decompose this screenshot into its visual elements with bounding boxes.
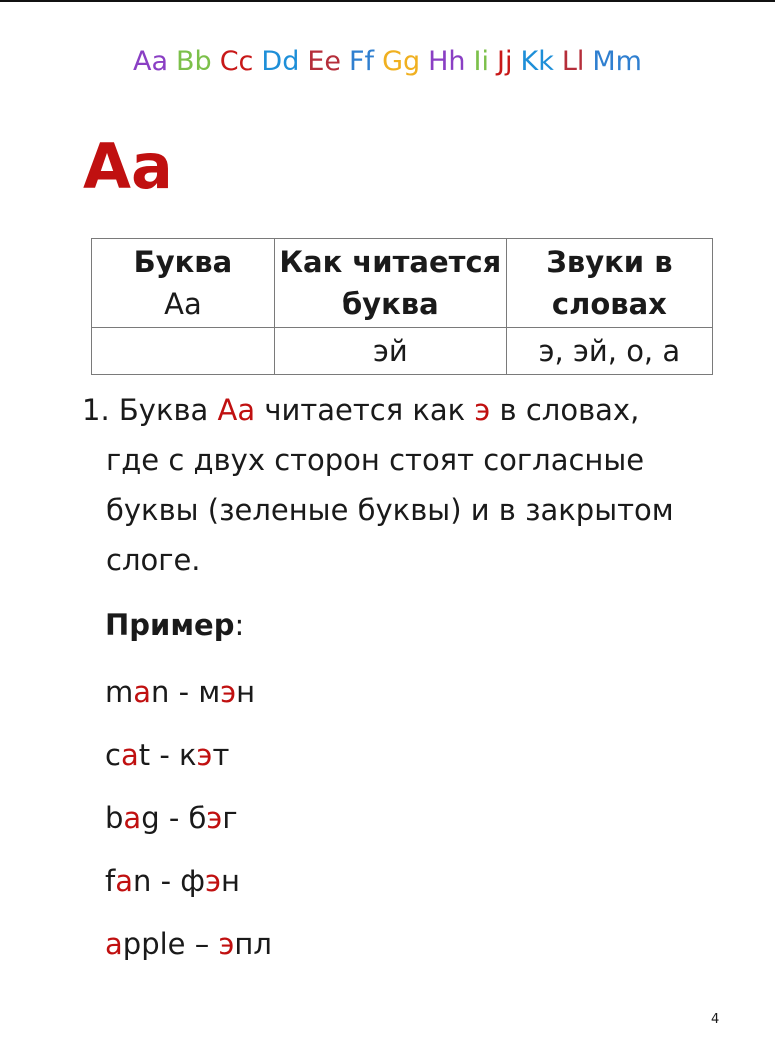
alphabet-letter: Jj [497, 46, 513, 77]
rule-paragraph [82, 385, 702, 585]
alphabet-letter: Aa [133, 46, 169, 77]
example-item: apple – эпл [105, 927, 272, 961]
rule-sound: э [474, 393, 491, 427]
rule-number: 1. [82, 393, 110, 427]
alphabet-letter: Bb [176, 46, 212, 77]
alphabet-letter: Ff [349, 46, 375, 77]
alphabet-letter: Ll [561, 46, 585, 77]
example-item: man - мэн [105, 675, 256, 709]
top-border [0, 0, 775, 2]
table-cell [92, 328, 275, 375]
alphabet-letter: Mm [592, 46, 642, 77]
table-header-cell: Как читается буква [274, 239, 506, 328]
alphabet-letter: Gg [382, 46, 421, 77]
table-header-row [92, 239, 713, 328]
rule-letter: Aa [217, 393, 256, 427]
alphabet-letter: Ii [473, 46, 490, 77]
rule-line: буквы (зеленые буквы) и в закрытом [106, 493, 674, 527]
rule-line: слоге. [106, 543, 201, 577]
alphabet-letter: Cc [219, 46, 254, 77]
example-item: fan - фэн [105, 864, 240, 898]
alphabet-letter: Hh [428, 46, 466, 77]
example-item: bag - бэг [105, 801, 238, 835]
alphabet-letter: Ee [307, 46, 342, 77]
table-header-cell: Звуки в словах [506, 239, 712, 328]
example-heading: Пример: [105, 608, 245, 642]
rule-line: где с двух сторон стоят согласные [106, 443, 645, 477]
rule-text: читается как [255, 393, 475, 427]
page-title: Aa [83, 130, 173, 203]
example-item: cat - кэт [105, 738, 230, 772]
rule-text: Буква [118, 393, 218, 427]
rule-line [82, 385, 702, 435]
header-letter-label: Буква [133, 245, 233, 279]
letter-table [91, 238, 713, 375]
alphabet-letter: Kk [520, 46, 554, 77]
alphabet-strip [0, 46, 775, 77]
page-number: 4 [711, 1012, 720, 1027]
table-cell: э, эй, о, а [506, 328, 712, 375]
table-row [92, 328, 713, 375]
table-cell: эй [274, 328, 506, 375]
alphabet-letter: Dd [261, 46, 300, 77]
table-header-cell [92, 239, 275, 328]
header-letter-value: Aa [164, 287, 202, 321]
example-list [105, 664, 272, 979]
rule-text: в словах, [490, 393, 640, 427]
